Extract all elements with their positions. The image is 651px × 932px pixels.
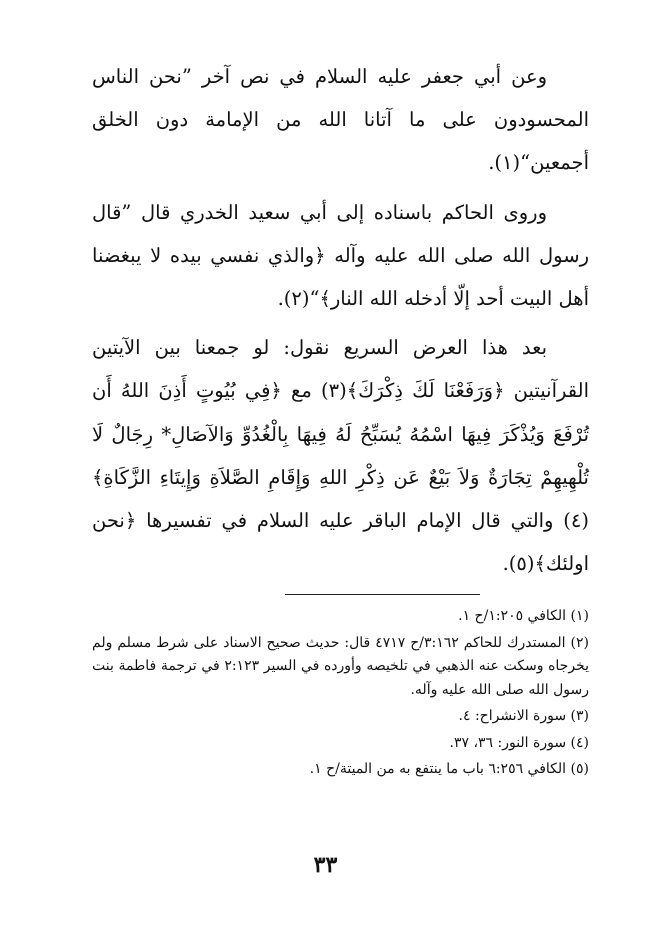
footnote-4: (٤) سورة النور: ٣٦، ٣٧. (449, 734, 589, 751)
footnote-divider (285, 594, 480, 595)
paragraph-2: وروى الحاكم باسناده إلى أبي سعيد الخدري قال ”قال رسول الله صلى الله عليه وآله ﴿والذي نفسي بيده لا يبغضنا أهل البيت أحد إلّا أدخله الله النار﴾“(٢). (92, 200, 589, 311)
footnotes (92, 605, 589, 785)
footnote-2: (٢) المستدرك للحاكم ٣:١٦٢/ح ٤٧١٧ قال: حديث صحيح الاسناد على شرط مسلم ولم يخرجاه وسكت عنه الذهبي في تلخيصه وأورده في السير ٢:١٢٣ في ترجمة فاطمة بنت رسول الله صلى الله عليه وآله. (92, 634, 589, 698)
page-number: ٣٣ (313, 852, 338, 878)
footnote-5: (٥) الكافي ٦:٢٥٦ باب ما ينتفع به من الميتة/ح ١. (309, 761, 589, 777)
paragraph-3: بعد هذا العرض السريع نقول: لو جمعنا بين الآيتين القرآنيتين ﴿وَرَفَعْنَا لَكَ ذِكْرَكَ﴾(٣) مع ﴿فِي بُيُوتٍ أَذِنَ اللهُ أَن تُرْفَعَ وَيُذْكَرَ فِيهَا اسْمُهُ يُسَبِّحُ لَهُ فِيهَا بِالْغُدُوِّ وَالآصَالِ* رِجَالٌ لَا تُلْهِيهِمْ تِجَارَةٌ وَلاَ بَيْعٌ عَن ذِكْرِ اللهِ وَإِقَامِ الصَّلاَةِ وَإِيتَاءِ الزَّكَاةِ﴾(٤) والتي قال الإمام الباقر عليه السلام في تفسيرها ﴿نحن اولئك﴾(٥). (92, 336, 589, 576)
main-text (92, 55, 589, 585)
paragraph-1: وعن أبي جعفر عليه السلام في نص آخر ”نحن الناس المحسودون على ما آتانا الله من الإمامة دون الخلق أجمعين“(١). (92, 65, 589, 175)
footnote-1: (١) الكافي ١:٢٠٥/ح ١. (458, 608, 589, 624)
footnote-3: (٣) سورة الانشراح: ٤. (458, 708, 589, 724)
